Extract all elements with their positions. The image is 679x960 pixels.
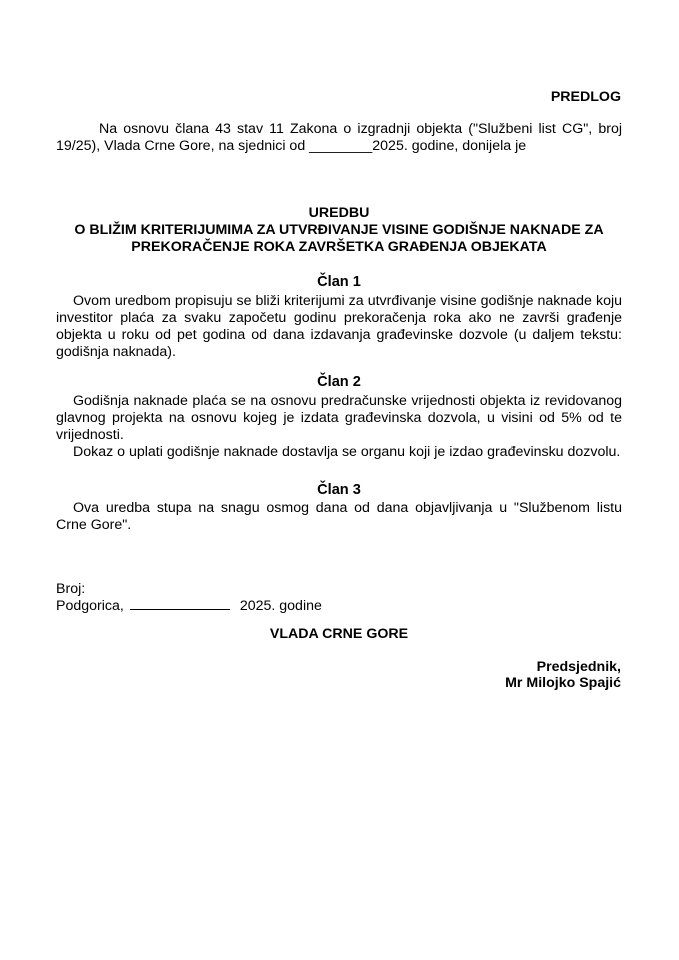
signer-title: Predsjednik, [536,659,621,675]
predlog-label: PREDLOG [550,89,621,105]
article-2-heading: Član 2 [317,374,361,390]
place-label: Podgorica, [56,598,124,614]
regulation-title: UREDBU [308,205,370,221]
document-number-label: Broj: [56,581,86,597]
article-2-paragraph-2: Dokaz o uplati godišnje naknade dostavlja se organu koji je izdao građevinsku dozvolu. [73,444,621,460]
government-name: VLADA CRNE GORE [269,626,409,642]
preamble-paragraph: Na osnovu člana 43 stav 11 Zakona o izgradnji objekta ("Službeni list CG", broj 19/25), Vlada Crne Gore, na sjednici od ________2025. godine, donijela je [56,121,622,154]
article-1-heading: Član 1 [317,274,361,290]
date-blank-line [130,597,230,610]
regulation-subtitle-line-2: PREKORAČENJE ROKA ZAVRŠETKA GRAĐENJA OBJEKATA [131,239,547,255]
date-year-label: 2025. godine [239,598,322,614]
place-date-line [56,597,322,615]
article-3-text: Ova uredba stupa na snagu osmog dana od dana objavljivanja u "Službenom listu Crne Gore". [56,500,622,533]
article-1-text: Ovom uredbom propisuju se bliži kriterijumi za utvrđivanje visine godišnje naknade koju investitor plaća za svaku započetu godinu prekoračenja roka ako ne završi građenje objekta u roku od pet godina od dana izdavanja građevinske dozvole (u daljem tekstu: godišnja naknada). [56,293,622,360]
article-2-paragraph-1: Godišnja naknade plaća se na osnovu predračunske vrijednosti objekta iz revidovanog glavnog projekta na osnovu kojeg je izdata građevinska dozvola, u visini od 5% od te vrijednosti. [56,393,622,443]
regulation-subtitle-line-1: O BLIŽIM KRITERIJUMIMA ZA UTVRĐIVANJE VISINE GODIŠNJE NAKNADE ZA [74,222,604,238]
article-3-heading: Član 3 [317,482,361,498]
signer-name: Mr Milojko Spajić [505,675,621,691]
